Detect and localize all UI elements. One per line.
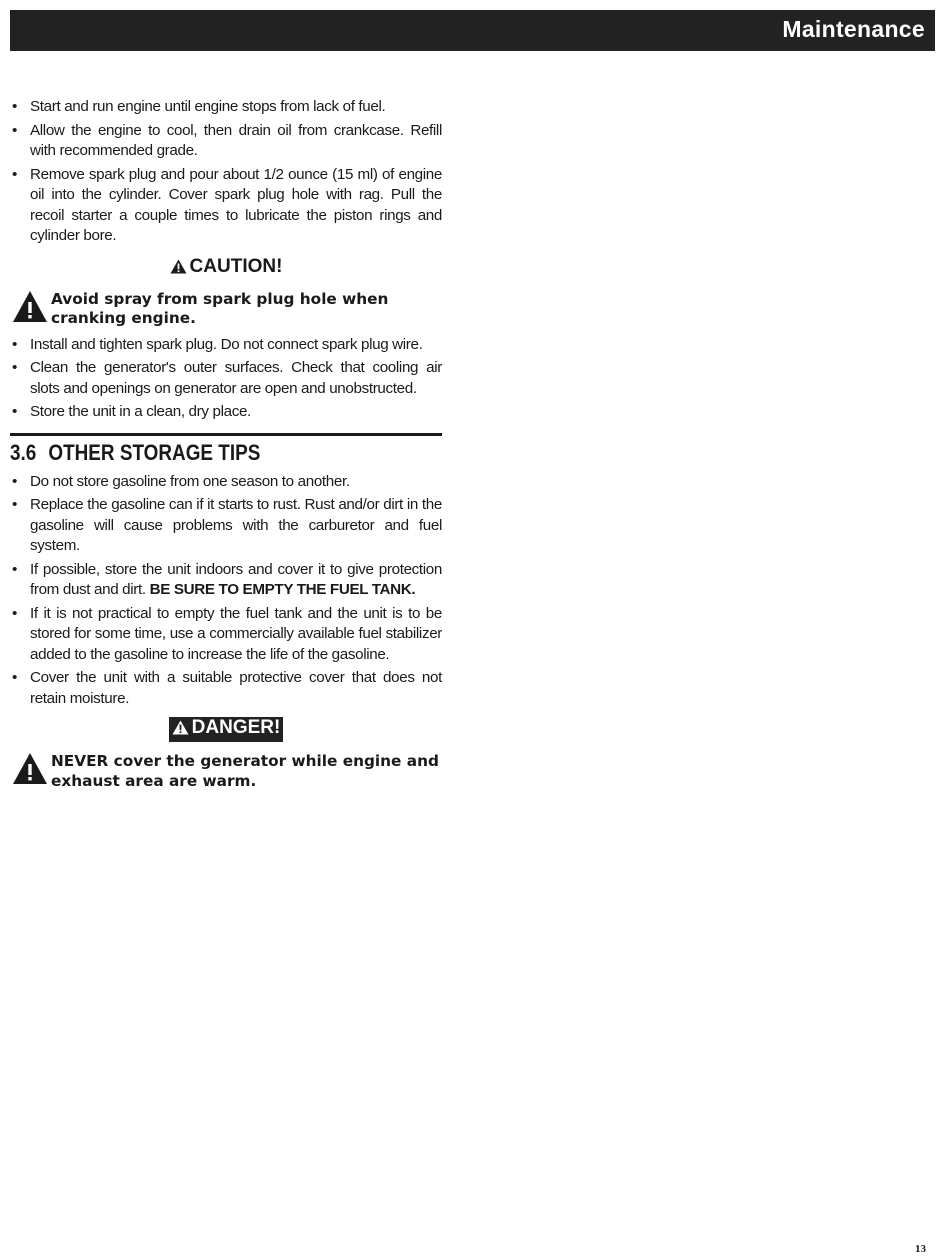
section-divider — [10, 433, 442, 436]
storage-steps-list-continued — [10, 335, 442, 423]
danger-message-block — [10, 752, 442, 791]
section-heading — [10, 439, 382, 466]
caution-heading — [10, 256, 442, 280]
danger-heading — [169, 717, 284, 742]
list-item: • If it is not practical to empty the fuel tank and the unit is to be stored for some time, use a commercially available fuel stabilizer added to the gasoline to increase the life of the gasoline. — [10, 604, 442, 666]
list-item: • Install and tighten spark plug. Do not connect spark plug wire. — [10, 335, 442, 356]
list-item — [10, 560, 442, 601]
warning-triangle-icon — [170, 258, 187, 280]
section-title: OTHER STORAGE TIPS — [48, 439, 261, 465]
list-item: • Do not store gasoline from one season to another. — [10, 472, 442, 493]
storage-steps-list — [10, 97, 442, 247]
list-item-text: If possible, store the unit indoors and cover it to give protection from dust and dirt. — [30, 560, 442, 598]
caution-heading-text: CAUTION! — [189, 255, 283, 277]
storage-tips-list — [10, 472, 442, 710]
list-item: • Replace the gasoline can if it starts to rust. Rust and/or dirt in the gasoline will cause problems with the carburetor and fuel system. — [10, 495, 442, 557]
page-header-bar — [10, 10, 935, 51]
content-column — [10, 97, 442, 797]
list-item: • Store the unit in a clean, dry place. — [10, 402, 442, 423]
warning-triangle-icon — [172, 719, 189, 741]
list-item: • Clean the generator's outer surfaces. Check that cooling air slots and openings on generator are open and unobstructed. — [10, 358, 442, 399]
danger-heading-wrap — [10, 717, 442, 742]
list-item: • Cover the unit with a suitable protective cover that does not retain moisture. — [10, 668, 442, 709]
list-item: • Allow the engine to cool, then drain oil from crankcase. Refill with recommended grade. — [10, 121, 442, 162]
caution-message: Avoid spray from spark plug hole when cranking engine. — [51, 289, 389, 327]
section-number: 3.6 — [10, 439, 37, 465]
list-item: • Start and run engine until engine stops from lack of fuel. — [10, 97, 442, 118]
warning-triangle-icon — [12, 752, 48, 791]
list-item: • Remove spark plug and pour about 1/2 ounce (15 ml) of engine oil into the cylinder. Cover spark plug hole with rag. Pull the recoil starter a couple times to lubricate the piston rings and cylinder bore. — [10, 165, 442, 247]
caution-message-block — [10, 290, 442, 329]
danger-message: NEVER cover the generator while engine and exhaust area are warm. — [51, 752, 439, 790]
warning-triangle-icon — [12, 290, 48, 329]
list-item-emphasis: BE SURE TO EMPTY THE FUEL TANK. — [149, 581, 416, 598]
page-number: 13 — [915, 1243, 926, 1255]
danger-heading-text: DANGER! — [191, 717, 281, 738]
page-header-title: Maintenance — [782, 16, 925, 42]
